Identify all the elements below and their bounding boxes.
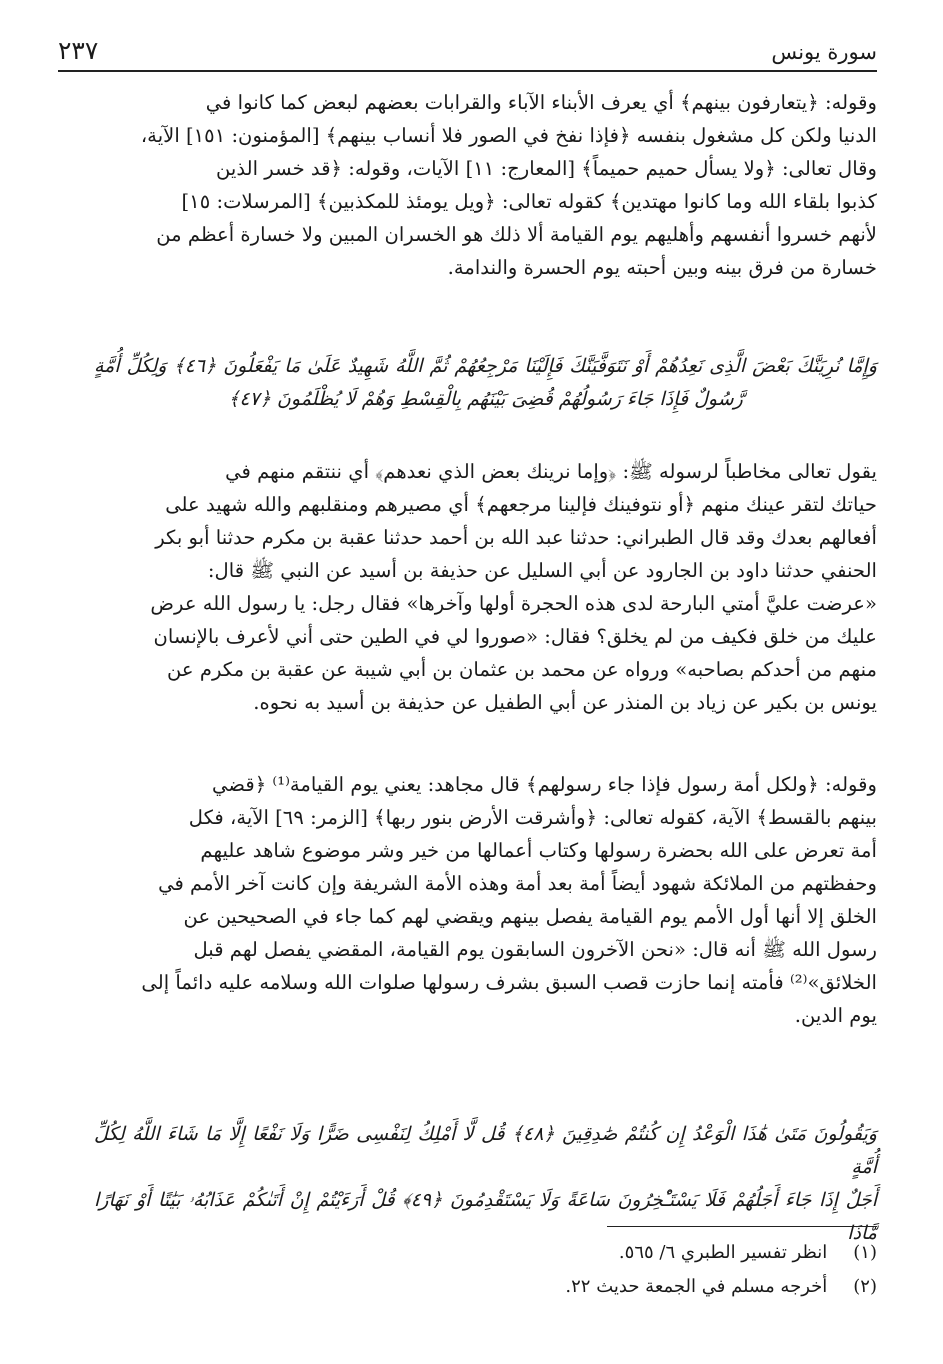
surah-title: سورة يونس xyxy=(771,40,877,64)
text-line: منهم من أحدكم بصاحبه» ورواه عن محمد بن عثمان بن أبي شيبة عن عقبة بن مكرم عن xyxy=(166,658,877,681)
text-line: كذبوا بلقاء الله وما كانوا مهتدين﴾ كقوله تعالى: ﴿ويل يومئذ للمكذبين﴾ [المرسلات: ١٥] xyxy=(181,190,877,213)
text-line: عليك من خلق فكيف من لم يخلق؟ فقال: «صوروا لي في الطين حتى أني لأعرف بالإنسان xyxy=(153,625,877,648)
verse-line: رَّسُولٌ فَإِذَا جَاءَ رَسُولُهُمْ قُضِىَ بَيْنَهُم بِالْقِسْطِ وَهُمْ لَا يُظْلَمُونَ ﴿٤٧﴾ xyxy=(228,388,743,410)
text-line: خسارة من فرق بينه وبين أحبته يوم الحسرة والندامة. xyxy=(447,256,877,279)
text-line: رسول الله ﷺ أنه قال: «نحن الآخرون السابقون يوم القيامة، المقضي يفصل لهم قبل xyxy=(193,938,877,961)
text-line: أمة تعرض على الله بحضرة رسولها وكتاب أعمالها من خير وشر موضوع شاهد عليهم xyxy=(200,839,877,862)
text-line: يقول تعالى مخاطباً لرسوله ﷺ: ﴿وإما نرينك بعض الذي نعدهم﴾ أي ننتقم منهم في xyxy=(225,460,877,483)
text-line: الخلائق»⁽²⁾ فأمته إنما حازت قصب السبق بشرف رسولها صلوات الله وسلامه عليه دائماً إلى xyxy=(141,971,877,994)
footnote-rule xyxy=(607,1226,877,1227)
text-line: الخلق إلا أنها أول الأمم يوم القيامة يفصل بينهم ويقضي لهم كما جاء في الصحيحين عن xyxy=(183,905,877,928)
footnote-1 xyxy=(94,1241,877,1265)
text-line: وقوله: ﴿يتعارفون بينهم﴾ أي يعرف الأبناء الآباء والقرابات بعضهم لبعض كما كانوا في xyxy=(205,91,877,114)
page-header xyxy=(58,36,877,70)
footnote-mark: (١) xyxy=(853,1242,877,1263)
text-line: وقوله: ﴿ولكل أمة رسول فإذا جاء رسولهم﴾ قال مجاهد: يعني يوم القيامة⁽¹⁾ ﴿قضي xyxy=(212,773,877,796)
text-line: بينهم بالقسط﴾ الآية، كقوله تعالى: ﴿وأشرقت الأرض بنور ربها﴾ [الزمر: ٦٩] الآية، فكل xyxy=(188,806,877,829)
quran-verse-2 xyxy=(94,1118,877,1250)
text-line: وحفظتهم من الملائكة شهود أيضاً أمة بعد أمة وهذه الأمة الشريفة وإن كانت آخر الأمم في xyxy=(158,872,877,895)
text-line: «عرضت عليَّ أمتي البارحة لدى هذه الحجرة أولها وآخرها» فقال رجل: يا رسول الله عرض xyxy=(150,592,877,615)
page-number: ٢٣٧ xyxy=(58,36,99,65)
paragraph-1 xyxy=(94,86,877,284)
text-line: أفعالهم بعدك وقد قال الطبراني: حدثنا عبد الله بن أحمد حدثنا عقبة بن مكرم حدثنا أبو بكر xyxy=(155,526,877,549)
text-line: يوم الدين. xyxy=(794,1004,877,1027)
text-line: الدنيا ولكن كل مشغول بنفسه ﴿فإذا نفخ في الصور فلا أنساب بينهم﴾ [المؤمنون: ١٥١] الآية، xyxy=(140,124,877,147)
paragraph-3 xyxy=(94,768,877,1032)
footnote-text: انظر تفسير الطبري ٦/ ٥٦٥. xyxy=(618,1242,828,1263)
footnote-2 xyxy=(94,1275,877,1299)
verse-line: أَجَلٌ إِذَا جَاءَ أَجَلُهُمْ فَلَا يَسْتَـْٔخِرُونَ سَاعَةً وَلَا يَسْتَقْدِمُونَ ﴿٤٩﴾ قُلْ أَرَءَيْتُمْ إِنْ أَتَىٰكُمْ عَذَابُهُۥ بَيَٰتًا أَوْ نَهَارًا مَّاذَا xyxy=(94,1189,877,1244)
verse-line: وَإِمَّا نُرِيَنَّكَ بَعْضَ الَّذِى نَعِدُهُمْ أَوْ نَتَوَفَّيَنَّكَ فَإِلَيْنَا مَرْجِعُهُمْ ثُمَّ اللَّهُ شَهِيدٌ عَلَىٰ مَا يَفْعَلُونَ ﴿٤٦﴾ وَلِكُلِّ أُمَّةٍ xyxy=(94,355,877,377)
quran-verse-1 xyxy=(94,350,877,416)
text-line: وقال تعالى: ﴿ولا يسأل حميم حميماً﴾ [المعارج: ١١] الآيات، وقوله: ﴿قد خسر الذين xyxy=(215,157,877,180)
text-line: حياتك لتقر عينك منهم ﴿أو نتوفينك فإلينا مرجعهم﴾ أي مصيرهم ومنقلبهم والله شهيد على xyxy=(165,493,877,516)
verse-line: وَيَقُولُونَ مَتَىٰ هَٰذَا الْوَعْدُ إِن كُنتُمْ صَٰدِقِينَ ﴿٤٨﴾ قُل لَّا أَمْلِكُ لِنَفْسِى ضَرًّا وَلَا نَفْعًا إِلَّا مَا شَاءَ اللَّهُ لِكُلِّ أُمَّةٍ xyxy=(94,1123,877,1178)
header-rule xyxy=(58,70,877,72)
text-line: يونس بن بكير عن زياد بن المنذر عن أبي الطفيل عن حذيفة بن أسيد به نحوه. xyxy=(253,691,877,714)
footnote-text: أخرجه مسلم في الجمعة حديث ٢٢. xyxy=(565,1276,828,1297)
text-line: لأنهم خسروا أنفسهم وأهليهم يوم القيامة ألا ذلك هو الخسران المبين ولا خسارة أعظم من xyxy=(156,223,877,246)
paragraph-2 xyxy=(94,455,877,719)
footnote-mark: (٢) xyxy=(853,1276,877,1297)
text-line: الحنفي حدثنا داود بن الجارود عن أبي السليل عن حذيفة بن أسيد عن النبي ﷺ قال: xyxy=(207,559,877,582)
